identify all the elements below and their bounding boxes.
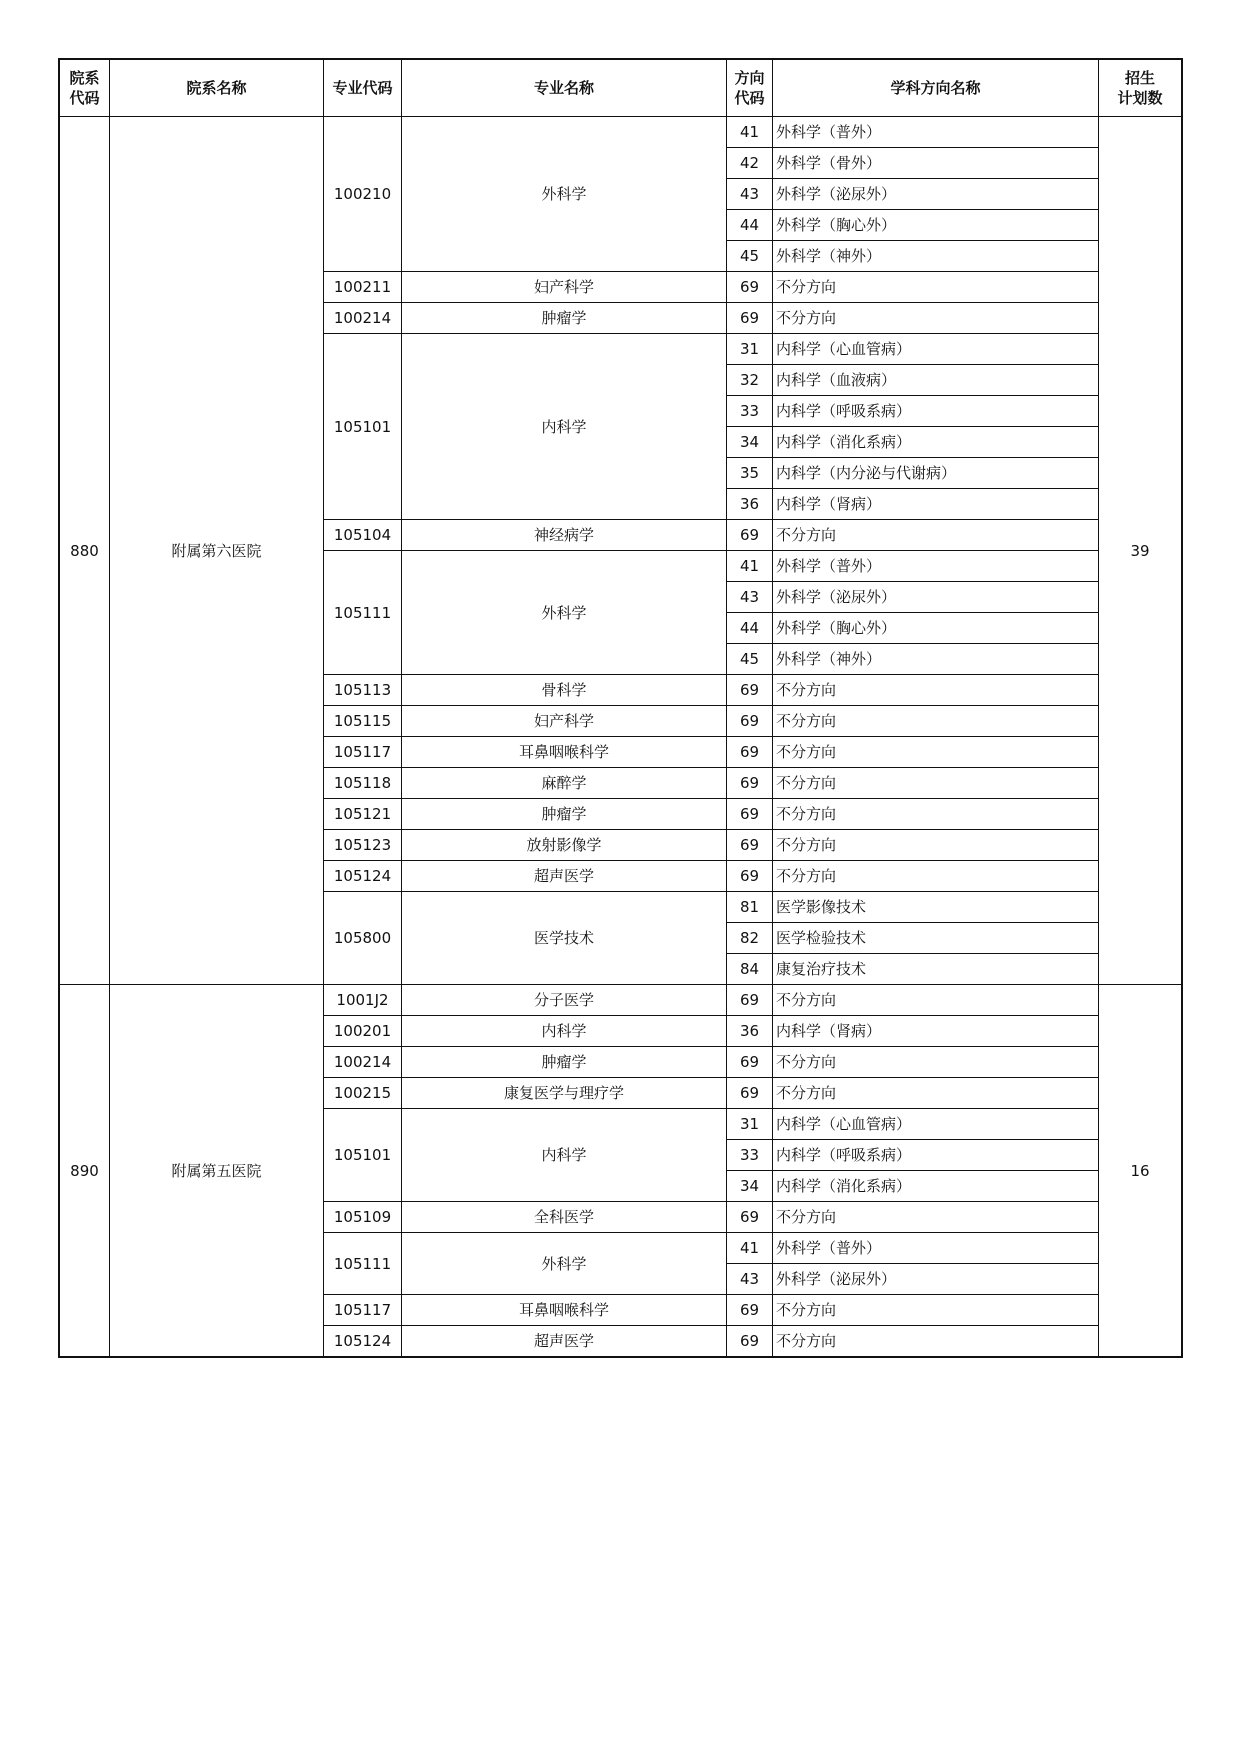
quota-cell: 39 bbox=[1099, 117, 1182, 985]
header-dir-code bbox=[727, 60, 773, 117]
major-name-cell: 妇产科学 bbox=[402, 706, 727, 737]
dir-code-cell: 69 bbox=[727, 1078, 773, 1109]
major-code-cell: 105113 bbox=[324, 675, 402, 706]
dir-code-cell: 33 bbox=[727, 396, 773, 427]
dir-code-cell: 69 bbox=[727, 1202, 773, 1233]
major-name-cell: 耳鼻咽喉科学 bbox=[402, 1295, 727, 1326]
major-name-cell: 内科学 bbox=[402, 334, 727, 520]
dir-name-cell: 内科学（血液病） bbox=[773, 365, 1099, 396]
major-code-cell: 100210 bbox=[324, 117, 402, 272]
major-name-cell: 肿瘤学 bbox=[402, 1047, 727, 1078]
major-name-cell: 放射影像学 bbox=[402, 830, 727, 861]
dir-name-cell: 不分方向 bbox=[773, 799, 1099, 830]
major-code-cell: 105117 bbox=[324, 1295, 402, 1326]
dir-code-cell: 69 bbox=[727, 861, 773, 892]
dir-code-cell: 69 bbox=[727, 272, 773, 303]
dir-name-cell: 外科学（神外） bbox=[773, 644, 1099, 675]
dir-name-cell: 不分方向 bbox=[773, 768, 1099, 799]
dir-code-cell: 42 bbox=[727, 148, 773, 179]
dir-name-cell: 外科学（普外） bbox=[773, 551, 1099, 582]
major-code-cell: 105101 bbox=[324, 334, 402, 520]
dir-name-cell: 不分方向 bbox=[773, 1202, 1099, 1233]
major-code-cell: 105104 bbox=[324, 520, 402, 551]
dir-name-cell: 不分方向 bbox=[773, 1295, 1099, 1326]
dir-code-cell: 36 bbox=[727, 1016, 773, 1047]
header-dept-code-line1: 院系 bbox=[69, 69, 100, 87]
major-name-cell: 超声医学 bbox=[402, 1326, 727, 1357]
dir-code-cell: 69 bbox=[727, 737, 773, 768]
major-name-cell: 麻醉学 bbox=[402, 768, 727, 799]
dir-code-cell: 84 bbox=[727, 954, 773, 985]
dir-code-cell: 69 bbox=[727, 1295, 773, 1326]
dir-name-cell: 外科学（泌尿外） bbox=[773, 179, 1099, 210]
dir-name-cell: 内科学（内分泌与代谢病） bbox=[773, 458, 1099, 489]
dir-code-cell: 32 bbox=[727, 365, 773, 396]
dir-name-cell: 外科学（泌尿外） bbox=[773, 582, 1099, 613]
dir-name-cell: 不分方向 bbox=[773, 675, 1099, 706]
header-dept-code bbox=[60, 60, 110, 117]
quota-cell: 16 bbox=[1099, 985, 1182, 1357]
dir-code-cell: 45 bbox=[727, 241, 773, 272]
dir-code-cell: 36 bbox=[727, 489, 773, 520]
dir-name-cell: 外科学（泌尿外） bbox=[773, 1264, 1099, 1295]
header-quota-line2: 计划数 bbox=[1117, 89, 1163, 107]
dir-name-cell: 外科学（骨外） bbox=[773, 148, 1099, 179]
dir-name-cell: 不分方向 bbox=[773, 303, 1099, 334]
dir-code-cell: 31 bbox=[727, 334, 773, 365]
major-code-cell: 105118 bbox=[324, 768, 402, 799]
dir-code-cell: 69 bbox=[727, 675, 773, 706]
dir-code-cell: 45 bbox=[727, 644, 773, 675]
dir-name-cell: 不分方向 bbox=[773, 1078, 1099, 1109]
major-code-cell: 105117 bbox=[324, 737, 402, 768]
major-name-cell: 外科学 bbox=[402, 551, 727, 675]
table-row bbox=[60, 985, 1182, 1016]
major-code-cell: 100211 bbox=[324, 272, 402, 303]
dir-name-cell: 内科学（消化系病） bbox=[773, 1171, 1099, 1202]
dir-code-cell: 43 bbox=[727, 582, 773, 613]
dir-name-cell: 不分方向 bbox=[773, 1326, 1099, 1357]
major-code-cell: 105101 bbox=[324, 1109, 402, 1202]
dir-name-cell: 不分方向 bbox=[773, 861, 1099, 892]
dir-name-cell: 外科学（普外） bbox=[773, 117, 1099, 148]
dir-code-cell: 34 bbox=[727, 1171, 773, 1202]
dir-name-cell: 外科学（普外） bbox=[773, 1233, 1099, 1264]
major-name-cell: 分子医学 bbox=[402, 985, 727, 1016]
dir-code-cell: 69 bbox=[727, 799, 773, 830]
table-row bbox=[60, 117, 1182, 148]
dir-code-cell: 69 bbox=[727, 1047, 773, 1078]
major-code-cell: 100215 bbox=[324, 1078, 402, 1109]
major-code-cell: 1001J2 bbox=[324, 985, 402, 1016]
header-quota-line1: 招生 bbox=[1124, 69, 1155, 87]
major-code-cell: 105111 bbox=[324, 551, 402, 675]
dir-name-cell: 外科学（神外） bbox=[773, 241, 1099, 272]
table-header-row bbox=[60, 60, 1182, 117]
dir-name-cell: 不分方向 bbox=[773, 830, 1099, 861]
header-dept-code-line2: 代码 bbox=[69, 89, 100, 107]
dir-code-cell: 69 bbox=[727, 303, 773, 334]
dir-code-cell: 34 bbox=[727, 427, 773, 458]
dir-code-cell: 43 bbox=[727, 1264, 773, 1295]
dir-name-cell: 医学检验技术 bbox=[773, 923, 1099, 954]
dir-code-cell: 69 bbox=[727, 520, 773, 551]
header-dir-code-line1: 方向 bbox=[734, 69, 765, 87]
dept-name-cell: 附属第五医院 bbox=[110, 985, 324, 1357]
dir-name-cell: 不分方向 bbox=[773, 706, 1099, 737]
major-name-cell: 超声医学 bbox=[402, 861, 727, 892]
major-name-cell: 医学技术 bbox=[402, 892, 727, 985]
dir-name-cell: 不分方向 bbox=[773, 737, 1099, 768]
dir-code-cell: 69 bbox=[727, 768, 773, 799]
dir-name-cell: 不分方向 bbox=[773, 272, 1099, 303]
dir-code-cell: 31 bbox=[727, 1109, 773, 1140]
major-name-cell: 内科学 bbox=[402, 1016, 727, 1047]
major-name-cell: 耳鼻咽喉科学 bbox=[402, 737, 727, 768]
major-code-cell: 105124 bbox=[324, 861, 402, 892]
major-name-cell: 肿瘤学 bbox=[402, 303, 727, 334]
major-code-cell: 105109 bbox=[324, 1202, 402, 1233]
header-dept-name: 院系名称 bbox=[110, 60, 324, 117]
major-name-cell: 外科学 bbox=[402, 1233, 727, 1295]
major-code-cell: 100201 bbox=[324, 1016, 402, 1047]
major-name-cell: 康复医学与理疗学 bbox=[402, 1078, 727, 1109]
dir-name-cell: 内科学（肾病） bbox=[773, 1016, 1099, 1047]
dir-name-cell: 外科学（胸心外） bbox=[773, 210, 1099, 241]
major-code-cell: 100214 bbox=[324, 1047, 402, 1078]
major-name-cell: 全科医学 bbox=[402, 1202, 727, 1233]
header-quota bbox=[1099, 60, 1182, 117]
dir-name-cell: 内科学（肾病） bbox=[773, 489, 1099, 520]
major-name-cell: 妇产科学 bbox=[402, 272, 727, 303]
major-code-cell: 100214 bbox=[324, 303, 402, 334]
dept-code-cell: 890 bbox=[60, 985, 110, 1357]
dir-name-cell: 内科学（消化系病） bbox=[773, 427, 1099, 458]
major-name-cell: 外科学 bbox=[402, 117, 727, 272]
dir-code-cell: 41 bbox=[727, 117, 773, 148]
dir-code-cell: 44 bbox=[727, 210, 773, 241]
dir-name-cell: 内科学（呼吸系病） bbox=[773, 1140, 1099, 1171]
dir-name-cell: 不分方向 bbox=[773, 985, 1099, 1016]
dir-code-cell: 44 bbox=[727, 613, 773, 644]
dir-code-cell: 69 bbox=[727, 1326, 773, 1357]
dir-name-cell: 外科学（胸心外） bbox=[773, 613, 1099, 644]
dir-name-cell: 不分方向 bbox=[773, 1047, 1099, 1078]
table-body bbox=[60, 117, 1182, 1357]
header-dir-name: 学科方向名称 bbox=[773, 60, 1099, 117]
dir-code-cell: 69 bbox=[727, 985, 773, 1016]
dir-name-cell: 医学影像技术 bbox=[773, 892, 1099, 923]
header-dir-code-line2: 代码 bbox=[734, 89, 765, 107]
major-code-cell: 105124 bbox=[324, 1326, 402, 1357]
enrollment-table bbox=[59, 59, 1182, 1357]
major-name-cell: 内科学 bbox=[402, 1109, 727, 1202]
major-code-cell: 105123 bbox=[324, 830, 402, 861]
dir-name-cell: 康复治疗技术 bbox=[773, 954, 1099, 985]
dir-name-cell: 不分方向 bbox=[773, 520, 1099, 551]
major-name-cell: 神经病学 bbox=[402, 520, 727, 551]
major-name-cell: 肿瘤学 bbox=[402, 799, 727, 830]
dir-code-cell: 35 bbox=[727, 458, 773, 489]
dir-code-cell: 43 bbox=[727, 179, 773, 210]
dir-code-cell: 82 bbox=[727, 923, 773, 954]
dir-name-cell: 内科学（心血管病） bbox=[773, 334, 1099, 365]
dept-code-cell: 880 bbox=[60, 117, 110, 985]
header-major-name: 专业名称 bbox=[402, 60, 727, 117]
major-code-cell: 105115 bbox=[324, 706, 402, 737]
dir-code-cell: 41 bbox=[727, 551, 773, 582]
dir-code-cell: 69 bbox=[727, 706, 773, 737]
dir-name-cell: 内科学（心血管病） bbox=[773, 1109, 1099, 1140]
major-code-cell: 105111 bbox=[324, 1233, 402, 1295]
dir-code-cell: 33 bbox=[727, 1140, 773, 1171]
dir-code-cell: 41 bbox=[727, 1233, 773, 1264]
major-code-cell: 105121 bbox=[324, 799, 402, 830]
major-name-cell: 骨科学 bbox=[402, 675, 727, 706]
dir-name-cell: 内科学（呼吸系病） bbox=[773, 396, 1099, 427]
header-major-code: 专业代码 bbox=[324, 60, 402, 117]
dir-code-cell: 81 bbox=[727, 892, 773, 923]
dept-name-cell: 附属第六医院 bbox=[110, 117, 324, 985]
major-code-cell: 105800 bbox=[324, 892, 402, 985]
dir-code-cell: 69 bbox=[727, 830, 773, 861]
